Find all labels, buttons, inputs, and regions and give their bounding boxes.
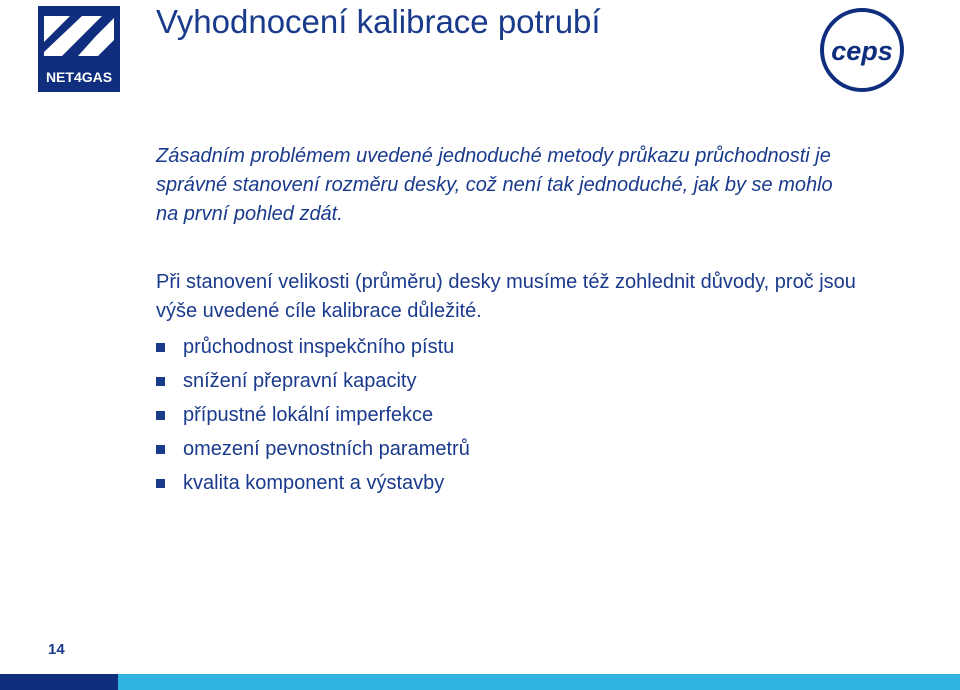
footer-bar xyxy=(0,674,960,690)
intro-paragraph: Zásadním problémem uvedené jednoduché metody průkazu průchodnosti je správné stanovení rozměru desky, což není tak jednoduché, jak by se mohlo na první pohled zdát. xyxy=(156,145,833,225)
list-item xyxy=(156,330,470,364)
bullet-list xyxy=(156,330,470,500)
net4gas-logo xyxy=(38,6,120,92)
list-item xyxy=(156,398,470,432)
square-bullet-icon xyxy=(156,479,165,488)
square-bullet-icon xyxy=(156,343,165,352)
bullet-text: průchodnost inspekčního pístu xyxy=(183,336,455,358)
logo-left-text: NET4GAS xyxy=(45,69,113,85)
square-bullet-icon xyxy=(156,377,165,386)
footer-bar-accent xyxy=(0,674,118,690)
square-bullet-icon xyxy=(156,411,165,420)
bullet-text: přípustné lokální imperfekce xyxy=(183,404,434,426)
list-item xyxy=(156,466,470,500)
bullet-text: snížení přepravní kapacity xyxy=(183,370,417,392)
bullet-text: omezení pevnostních parametrů xyxy=(183,438,470,460)
bullet-text: kvalita komponent a výstavby xyxy=(183,472,445,494)
list-item xyxy=(156,432,470,466)
logo-right-text: ceps xyxy=(831,36,893,66)
list-item xyxy=(156,364,470,398)
lead-paragraph: Při stanovení velikosti (průměru) desky musíme též zohlednit důvody, proč jsou výše uvedené cíle kalibrace důležité. xyxy=(156,271,856,322)
ceps-logo xyxy=(818,6,906,94)
square-bullet-icon xyxy=(156,445,165,454)
slide-title: Vyhodnocení kalibrace potrubí xyxy=(156,3,601,40)
page-number: 14 xyxy=(48,641,65,658)
